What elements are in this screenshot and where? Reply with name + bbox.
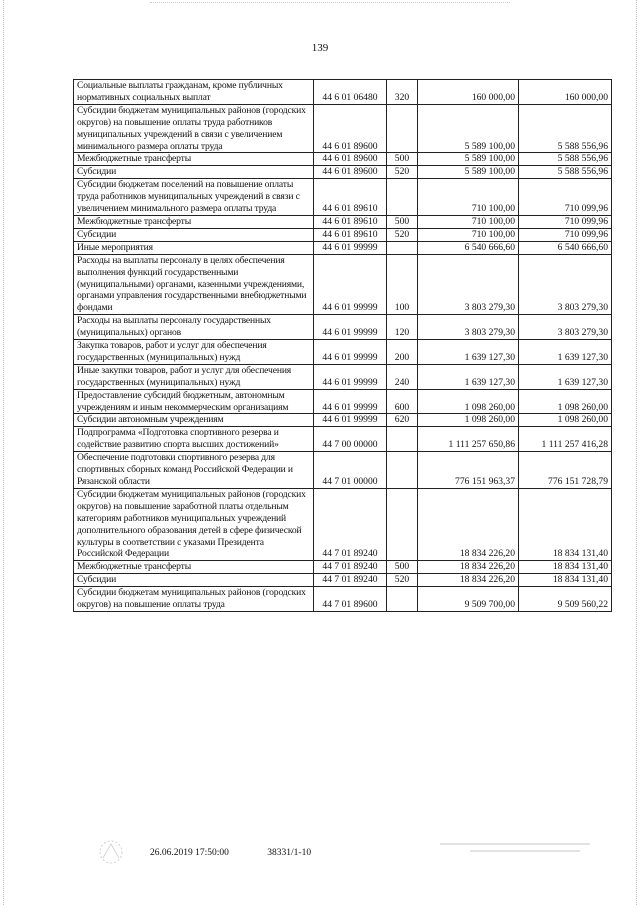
row-sum-approved: 710 100,00 [418, 228, 519, 241]
table-row [74, 241, 612, 254]
row-code: 44 6 01 99999 [314, 241, 387, 254]
row-sum-approved: 3 803 279,30 [418, 254, 519, 315]
row-type [387, 104, 418, 153]
table-row [74, 215, 612, 228]
row-name: Субсидии бюджетам муниципальных районов (городских округов) на повышение оплаты труда работников муниципальных учреждений в связи с увеличением минимального размера оплаты труда [74, 104, 314, 153]
table-row [74, 389, 612, 414]
scan-top-edge [150, 2, 510, 4]
footer-doc-id: 38331/1-10 [267, 848, 312, 858]
row-name: Межбюджетные трансферты [74, 153, 314, 166]
row-name: Подпрограмма «Подготовка спортивного резерва и содействие развитию спорта высших достижений» [74, 427, 314, 452]
row-type: 320 [387, 80, 418, 105]
row-name: Субсидии [74, 228, 314, 241]
row-sum-executed: 3 803 279,30 [519, 315, 612, 340]
table-row [74, 414, 612, 427]
table-row [74, 587, 612, 612]
row-sum-executed: 710 099,96 [519, 179, 612, 216]
row-name: Субсидии [74, 574, 314, 587]
row-type: 520 [387, 574, 418, 587]
row-name: Субсидии бюджетам поселений на повышение оплаты труда работников муниципальных учреждений в связи с увеличением минимального размера оплаты труда [74, 179, 314, 216]
row-sum-approved: 1 639 127,30 [418, 364, 519, 389]
row-code: 44 6 01 99999 [314, 315, 387, 340]
row-code: 44 6 01 99999 [314, 254, 387, 315]
row-sum-executed: 5 588 556,96 [519, 104, 612, 153]
row-sum-approved: 710 100,00 [418, 179, 519, 216]
row-sum-executed: 710 099,96 [519, 215, 612, 228]
row-code: 44 6 01 89600 [314, 153, 387, 166]
table-row [74, 452, 612, 489]
table-row [74, 561, 612, 574]
row-sum-approved: 1 098 260,00 [418, 389, 519, 414]
row-sum-approved: 776 151 963,37 [418, 452, 519, 489]
row-code: 44 7 01 89600 [314, 587, 387, 612]
row-name: Социальные выплаты гражданам, кроме публичных нормативных социальных выплат [74, 80, 314, 105]
row-name: Субсидии автономным учреждениям [74, 414, 314, 427]
row-type: 500 [387, 561, 418, 574]
table-row [74, 488, 612, 560]
row-code: 44 6 01 89610 [314, 215, 387, 228]
budget-table [73, 79, 612, 612]
table-row [74, 254, 612, 315]
table-row [74, 166, 612, 179]
row-type: 500 [387, 215, 418, 228]
row-sum-approved: 6 540 666,60 [418, 241, 519, 254]
row-type: 520 [387, 228, 418, 241]
scan-edge-right [636, 0, 638, 905]
row-sum-approved: 160 000,00 [418, 80, 519, 105]
table-row [74, 228, 612, 241]
footer-datetime: 26.06.2019 17:50:00 [150, 848, 229, 858]
row-sum-executed: 5 588 556,96 [519, 153, 612, 166]
table-row [74, 153, 612, 166]
row-name: Иные закупки товаров, работ и услуг для обеспечения государственных (муниципальных) нужд [74, 364, 314, 389]
table-row [74, 427, 612, 452]
page-number: 139 [311, 42, 329, 54]
row-code: 44 6 01 89610 [314, 228, 387, 241]
row-type: 620 [387, 414, 418, 427]
row-type [387, 427, 418, 452]
table-row [74, 315, 612, 340]
row-sum-approved: 18 834 226,20 [418, 574, 519, 587]
footer [150, 848, 311, 858]
table-row [74, 364, 612, 389]
row-sum-executed: 9 509 560,22 [519, 587, 612, 612]
row-sum-approved: 18 834 226,20 [418, 488, 519, 560]
row-sum-approved: 1 098 260,00 [418, 414, 519, 427]
table-row [74, 104, 612, 153]
row-sum-executed: 1 639 127,30 [519, 364, 612, 389]
row-sum-approved: 710 100,00 [418, 215, 519, 228]
row-code: 44 6 01 89610 [314, 179, 387, 216]
row-code: 44 7 01 89240 [314, 574, 387, 587]
row-sum-executed: 1 639 127,30 [519, 340, 612, 365]
row-code: 44 6 01 99999 [314, 414, 387, 427]
row-sum-executed: 18 834 131,40 [519, 561, 612, 574]
row-type: 500 [387, 153, 418, 166]
row-name: Субсидии бюджетам муниципальных районов (городских округов) на повышение оплаты труда [74, 587, 314, 612]
row-sum-executed: 776 151 728,79 [519, 452, 612, 489]
row-sum-executed: 710 099,96 [519, 228, 612, 241]
row-code: 44 6 01 99999 [314, 340, 387, 365]
row-name: Межбюджетные трансферты [74, 215, 314, 228]
row-type: 600 [387, 389, 418, 414]
row-sum-executed: 1 111 257 416,28 [519, 427, 612, 452]
row-sum-executed: 6 540 666,60 [519, 241, 612, 254]
row-sum-executed: 5 588 556,96 [519, 166, 612, 179]
row-name: Закупка товаров, работ и услуг для обеспечения государственных (муниципальных) нужд [74, 340, 314, 365]
row-sum-approved: 3 803 279,30 [418, 315, 519, 340]
row-code: 44 7 01 89240 [314, 561, 387, 574]
row-code: 44 7 01 89240 [314, 488, 387, 560]
table-row [74, 179, 612, 216]
table-row [74, 340, 612, 365]
row-code: 44 6 01 99999 [314, 389, 387, 414]
row-name: Иные мероприятия [74, 241, 314, 254]
row-type [387, 241, 418, 254]
table-row [74, 80, 612, 105]
row-type: 120 [387, 315, 418, 340]
row-code: 44 6 01 89600 [314, 166, 387, 179]
row-type [387, 488, 418, 560]
scan-edge-left [3, 0, 5, 905]
row-type: 200 [387, 340, 418, 365]
row-sum-executed: 18 834 131,40 [519, 488, 612, 560]
row-code: 44 6 01 89600 [314, 104, 387, 153]
row-type: 520 [387, 166, 418, 179]
row-type: 240 [387, 364, 418, 389]
row-code: 44 7 01 00000 [314, 452, 387, 489]
row-name: Обеспечение подготовки спортивного резерва для спортивных сборных команд Российской Федерации и Рязанской области [74, 452, 314, 489]
row-sum-executed: 160 000,00 [519, 80, 612, 105]
row-name: Расходы на выплаты персоналу государственных (муниципальных) органов [74, 315, 314, 340]
row-type: 100 [387, 254, 418, 315]
row-sum-approved: 5 589 100,00 [418, 104, 519, 153]
row-sum-executed: 1 098 260,00 [519, 389, 612, 414]
row-sum-approved: 18 834 226,20 [418, 561, 519, 574]
row-name: Межбюджетные трансферты [74, 561, 314, 574]
row-type [387, 452, 418, 489]
stamp-icon [93, 838, 129, 866]
row-code: 44 6 01 99999 [314, 364, 387, 389]
row-sum-approved: 5 589 100,00 [418, 166, 519, 179]
row-sum-executed: 18 834 131,40 [519, 574, 612, 587]
row-name: Расходы на выплаты персоналу в целях обеспечения выполнения функций государственными (муниципальными) органами, казенными учреждениями, органами управления государственными внебюджетными фондами [74, 254, 314, 315]
row-sum-approved: 9 509 700,00 [418, 587, 519, 612]
row-sum-approved: 1 639 127,30 [418, 340, 519, 365]
electronic-signature-stamp [440, 838, 600, 864]
row-code: 44 7 00 00000 [314, 427, 387, 452]
row-sum-approved: 1 111 257 650,86 [418, 427, 519, 452]
row-name: Субсидии [74, 166, 314, 179]
row-sum-approved: 5 589 100,00 [418, 153, 519, 166]
row-type [387, 587, 418, 612]
row-name: Предоставление субсидий бюджетным, автономным учреждениям и иным некоммерческим организациям [74, 389, 314, 414]
row-sum-executed: 1 098 260,00 [519, 414, 612, 427]
row-name: Субсидии бюджетам муниципальных районов (городских округов) на повышение заработной платы отдельным категориям работников муниципальных учреждений дополнительного образования детей в сфере физической культуры в соответствии с указами Президента Российской Федерации [74, 488, 314, 560]
row-type [387, 179, 418, 216]
table-row [74, 574, 612, 587]
row-code: 44 6 01 06480 [314, 80, 387, 105]
row-sum-executed: 3 803 279,30 [519, 254, 612, 315]
